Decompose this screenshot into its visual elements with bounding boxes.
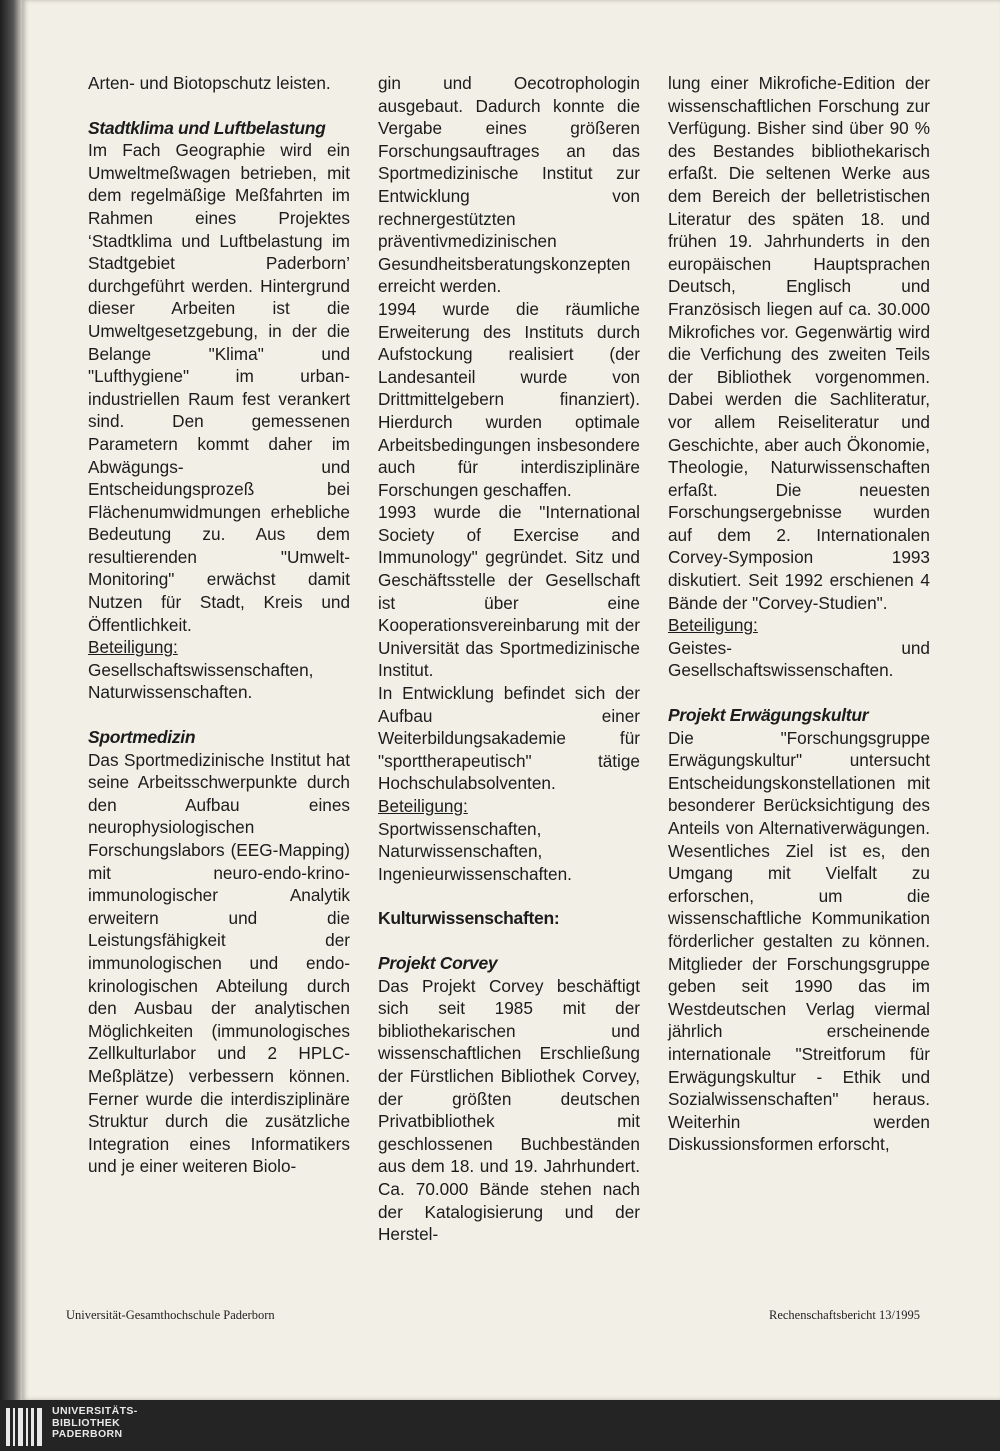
library-name — [52, 1406, 138, 1441]
column-left — [88, 72, 350, 1178]
participation-label: Beteiligung: — [668, 615, 758, 636]
column-right — [668, 72, 930, 1156]
participation-label-row — [668, 614, 930, 637]
footer-report: Rechenschaftsbericht 13/1995 — [769, 1308, 920, 1322]
column-middle — [378, 72, 640, 1246]
library-name-line3: PADERBORN — [52, 1428, 123, 1440]
paragraph: 1994 wurde die räumliche Erweiterung des Instituts durch Aufstockung realisiert (der Landesanteil wurde von Drittmittelgebern finanziert). Hierdurch wurden optimale Arbeitsbedingungen insbesondere auch für interdisziplinäre Forschungen geschaffen. — [378, 298, 640, 500]
paragraph: Das Sportmedizinische Institut hat seine Arbeitsschwerpunkte durch den Aufbau eines neurophysiologischen Forschungslabors (EEG-Mapping) mit neuro-endo-krino-immunologischer Analytik erweitern und die Leistungsfähigkeit der immunologischen und endo-krinologischen Abteilung durch den Ausbau der analytischen Möglichkeiten (immunologisches Zellkulturlabor und 2 HPLC-Meßplätze) verbessern können. Ferner wurde die interdisziplinäre Struktur durch die zusätzliche Integration eines Informatikers und je einer weiteren Biolo- — [88, 749, 350, 1177]
footer-institution: Universität-Gesamthochschule Paderborn — [66, 1308, 275, 1322]
spacer — [88, 95, 350, 117]
participation-label-row — [88, 636, 350, 659]
library-name-line1: UNIVERSITÄTS- — [52, 1405, 138, 1417]
paragraph: Arten- und Biotopschutz leisten. — [88, 73, 331, 93]
paragraph: In Entwicklung befindet sich der Aufbau einer Weiterbildungsakademie für "sporttherapeutisch" tätige Hochschulabsolventen. — [378, 683, 640, 794]
paragraph: gin und Oecotrophologin ausgebaut. Dadurch konnte die Vergabe eines größeren Forschungsauftrages an das Sportmedizinische Institut zur Entwicklung von rechnergestützten präventivmedizinischen Gesundheitsberatungskonzepten erreicht werden. — [378, 73, 640, 297]
document-page — [22, 0, 1000, 1400]
book-spine — [0, 0, 22, 1400]
paragraph: Das Projekt Corvey beschäftigt sich seit 1985 mit der bibliothekarischen und wissenschaftlichen Erschließung der Fürstlichen Bibliothek Corvey, der größten deutschen Privatbibliothek mit geschlossenen Buchbeständen aus dem 18. und 19. Jahrhundert. Ca. 70.000 Bände stehen nach der Katalogisierung und der Herstel- — [378, 975, 640, 1245]
paragraph: Geistes- und Gesellschaftswissenschaften. — [668, 637, 930, 681]
participation-label: Beteiligung: — [88, 637, 178, 658]
paragraph: Im Fach Geographie wird ein Umweltmeßwagen betrieben, mit dem regelmäßige Meßfahrten im Rahmen eines Projektes ‘Stadtklima und Luftbelastung im Stadtgebiet Paderborn’ durchgeführt werden. Hintergrund dieser Arbeiten ist die Umweltgesetzgebung, in der die Belange "Klima" und "Lufthygiene" im urban-industriellen Raum fest verankert sind. Den gemessenen Parametern kommt daher im Abwägungs- und Entscheidungsprozeß bei Flächenumwidmungen erhebliche Bedeutung zu. Aus dem resultierenden "Umwelt-Monitoring" erwächst damit Nutzen für Stadt, Kreis und Öffentlichkeit. — [88, 140, 350, 635]
section-heading: Projekt Corvey — [378, 952, 498, 973]
library-strip — [0, 1400, 1000, 1451]
section-heading: Sportmedizin — [88, 727, 196, 748]
paragraph: Die "Forschungsgruppe Erwägungskultur" untersucht Entscheidungskonstellationen mit besonderer Berücksichtigung des Anteils von Alternativerwägungen. Wesentliches Ziel ist es, den Umgang mit Vielfalt zu erforschen, um die wissenschaftliche Kommunikation förderlicher gestalten zu können. Mitglieder der Forschungsgruppe geben seit 1990 das im Westdeutschen Verlag viermal jährlich erscheinende internationale "Streitforum für Erwägungskultur - Ethik und Sozialwissenschaften" heraus. Weiterhin werden Diskussionsformen erforscht, — [668, 727, 930, 1155]
paragraph: Sportwissenschaften, Naturwissenschaften, Ingenieurwissenschaften. — [378, 818, 572, 884]
participation-label: Beteiligung: — [378, 796, 468, 816]
section-heading: Projekt Erwägungskultur — [668, 705, 869, 726]
library-logo-icon — [6, 1408, 44, 1446]
category-heading: Kulturwissenschaften: — [378, 908, 560, 929]
paragraph: 1993 wurde die "International Society of Exercise and Immunology" gegründet. Sitz und Geschäftsstelle der Gesellschaft ist über eine Kooperationsvereinbarung mit der Universität das Sportmedizinische Institut. — [378, 502, 640, 681]
participation-label-row — [378, 795, 640, 818]
library-name-line2: BIBLIOTHEK — [52, 1416, 121, 1429]
section-heading: Stadtklima und Luftbelastung — [88, 117, 326, 138]
paragraph: lung einer Mikrofiche-Edition der wissenschaftlichen Forschung zur Verfügung. Bisher sind über 90 % des Bestandes bibliothekarisch erfaßt. Die seltenen Werke aus dem Bereich der belletristischen Literatur des späten 18. und frühen 19. Jahrhunderts in den europäischen Hauptsprachen Deutsch, Englisch und Französisch liegen auf ca. 30.000 Mikrofiches vor. Gegenwärtig wird die Verfichung des zweiten Teils der Bibliothek vorgenommen. Dabei werden die Sachliteratur, vor allem Reiseliteratur und Geschichte, aber auch Ökonomie, Theologie, Naturwissenschaften erfaßt. Die neuesten Forschungsergebnisse wurden auf dem 2. Internationalen Corvey-Symposion 1993 diskutiert. Seit 1992 erschienen 4 Bände der "Corvey-Studien". — [668, 73, 930, 613]
paragraph: Gesellschaftswissenschaften, Naturwissenschaften. — [88, 659, 314, 703]
